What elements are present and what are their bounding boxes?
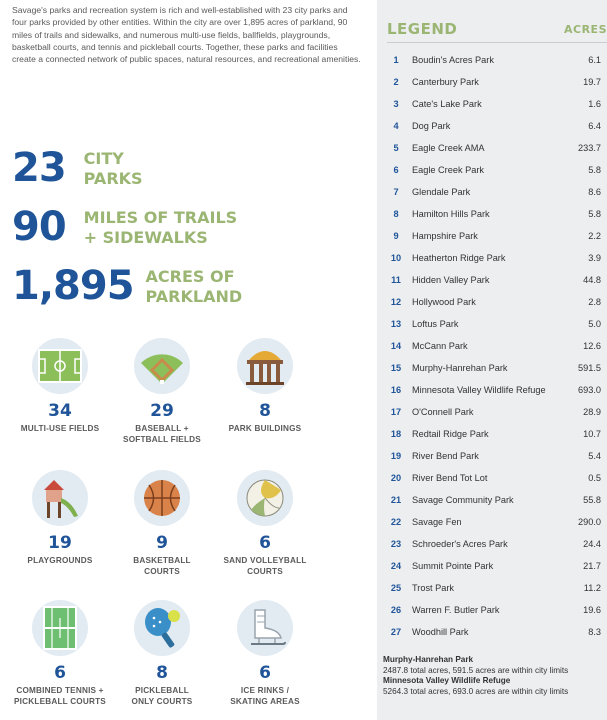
legend-row [385, 401, 601, 423]
legend-row-acres: 21.7 [583, 561, 601, 571]
legend-row-name: Schroeder's Acres Park [412, 539, 508, 549]
legend-row-acres: 44.8 [583, 275, 601, 285]
facility-label: MULTI-USE FIELDS [20, 424, 100, 433]
legend-row-number: 9 [393, 231, 399, 241]
legend-row-number: 20 [390, 473, 402, 483]
legend-row-name: River Bend Park [412, 451, 479, 461]
acres-header: ACRES [564, 22, 607, 36]
legend-row-number: 7 [393, 187, 399, 197]
pickleball-icon [140, 606, 184, 650]
soccer-field-icon [38, 349, 82, 383]
legend-row-number: 4 [393, 121, 399, 131]
legend-row-number: 19 [390, 451, 402, 461]
legend-row-number: 15 [390, 363, 402, 373]
legend-row-name: Heatherton Ridge Park [412, 253, 506, 263]
legend-row-number: 11 [391, 275, 401, 285]
legend-row-name: Dog Park [412, 121, 451, 131]
legend-row-name: Warren F. Butler Park [412, 605, 500, 615]
legend-row [385, 313, 601, 335]
legend-row-name: Redtail Ridge Park [412, 429, 489, 439]
facility-multi-use-fields [5, 338, 115, 434]
legend-row-acres: 8.6 [588, 187, 601, 197]
legend-row-name: Hidden Valley Park [412, 275, 490, 285]
note-title: Minnesota Valley Wildlife Refuge [383, 676, 511, 685]
legend-row-number: 14 [390, 341, 402, 351]
legend-row-acres: 10.7 [583, 429, 601, 439]
legend-row-number: 12 [390, 297, 402, 307]
legend-row-number: 18 [390, 429, 402, 439]
legend-row-name: Boudin's Acres Park [412, 55, 494, 65]
legend-row-acres: 2.2 [588, 231, 601, 241]
legend-row [385, 137, 601, 159]
legend-row-acres: 290.0 [578, 517, 601, 527]
legend-row-number: 25 [390, 583, 402, 593]
legend-row [385, 93, 601, 115]
legend-row-name: Hampshire Park [412, 231, 478, 241]
legend-row [385, 467, 601, 489]
stat-label: ACRES OF PARKLAND [145, 267, 243, 306]
ice-skate-icon [243, 606, 287, 650]
legend-row-name: Loftus Park [412, 319, 459, 329]
legend-row-name: Hamilton Hills Park [412, 209, 490, 219]
legend-row-number: 26 [390, 605, 402, 615]
legend-row [385, 291, 601, 313]
legend-row-acres: 6.1 [588, 55, 601, 65]
legend-row-name: Savage Community Park [412, 495, 514, 505]
legend-row-name: River Bend Tot Lot [412, 473, 488, 483]
legend-row-acres: 19.7 [583, 77, 601, 87]
legend-title: LEGEND [387, 20, 458, 38]
playground-icon [38, 476, 82, 520]
legend-row-name: Glendale Park [412, 187, 471, 197]
legend-row [385, 159, 601, 181]
note-title: Murphy-Hanrehan Park [383, 655, 474, 664]
legend-row-acres: 693.0 [578, 385, 601, 395]
legend-divider [387, 42, 607, 43]
legend-row-number: 13 [390, 319, 402, 329]
legend-row-acres: 8.3 [588, 627, 601, 637]
facility-count: 9 [156, 533, 168, 553]
legend-row-name: Eagle Creek Park [412, 165, 485, 175]
legend-row-acres: 28.9 [583, 407, 601, 417]
facility-label: ICE RINKS / SKATING AREAS [230, 686, 300, 706]
legend-row [385, 335, 601, 357]
facility-count: 8 [156, 663, 168, 683]
legend-row-acres: 19.6 [583, 605, 601, 615]
note-text: 5264.3 total acres, 693.0 acres are within city limits [383, 686, 569, 696]
legend-row-name: Savage Fen [412, 517, 462, 527]
facility-baseball-fields [107, 338, 217, 445]
facility-label: SAND VOLLEYBALL COURTS [223, 556, 307, 576]
stat-label: CITY PARKS [83, 149, 143, 188]
legend-row-number: 27 [390, 627, 402, 637]
facility-count: 29 [150, 401, 174, 421]
legend-row-acres: 5.4 [588, 451, 601, 461]
note-text: 2487.8 total acres, 591.5 acres are within city limits [383, 665, 569, 675]
legend-row-number: 21 [390, 495, 402, 505]
legend-row [385, 577, 601, 599]
legend-row-acres: 591.5 [578, 363, 601, 373]
facility-count: 6 [259, 533, 271, 553]
stat-number: 23 [12, 145, 66, 191]
legend-row-number: 10 [390, 253, 402, 263]
legend-row [385, 423, 601, 445]
stat-number: 90 [12, 204, 66, 250]
basketball-icon [142, 478, 182, 518]
legend-row [385, 357, 601, 379]
facility-label: PARK BUILDINGS [228, 424, 302, 433]
stat-city-parks [12, 145, 143, 191]
facility-label: BASKETBALL COURTS [133, 556, 191, 576]
legend-row-number: 24 [390, 561, 402, 571]
legend-row [385, 71, 601, 93]
legend-list [385, 49, 601, 643]
legend-row [385, 489, 601, 511]
legend-row-number: 22 [390, 517, 402, 527]
legend-row-acres: 11.2 [583, 583, 601, 593]
legend-row-acres: 12.6 [583, 341, 601, 351]
stat-number: 1,895 [12, 263, 134, 309]
legend-row [385, 115, 601, 137]
legend-row-number: 6 [393, 165, 399, 175]
legend-row-name: Cate's Lake Park [412, 99, 482, 109]
legend-row-acres: 5.0 [588, 319, 601, 329]
facility-ice-rinks [210, 600, 320, 707]
legend-row-number: 16 [390, 385, 402, 395]
legend-row-number: 8 [393, 209, 399, 219]
legend-row [385, 225, 601, 247]
legend-row-acres: 24.4 [583, 539, 601, 549]
legend-row [385, 269, 601, 291]
legend-row-acres: 1.6 [588, 99, 601, 109]
legend-row [385, 379, 601, 401]
facility-count: 34 [48, 401, 72, 421]
legend-row-name: Eagle Creek AMA [412, 143, 485, 153]
legend-row-acres: 0.5 [588, 473, 601, 483]
facility-count: 6 [259, 663, 271, 683]
legend-row-acres: 2.8 [588, 297, 601, 307]
tennis-court-icon [43, 606, 77, 650]
facility-basketball-courts [107, 470, 217, 577]
legend-row-name: Summit Pointe Park [412, 561, 494, 571]
legend-row-name: Hollywood Park [412, 297, 476, 307]
legend-row-number: 23 [390, 539, 402, 549]
facility-label: COMBINED TENNIS + PICKLEBALL COURTS [14, 686, 106, 706]
legend-row-number: 5 [393, 143, 399, 153]
legend-row [385, 533, 601, 555]
legend-row [385, 555, 601, 577]
legend-row [385, 511, 601, 533]
legend-row-name: Trost Park [412, 583, 455, 593]
volleyball-icon [245, 478, 285, 518]
stat-label: MILES OF TRAILS + SIDEWALKS [83, 208, 238, 247]
legend-notes [383, 655, 603, 697]
facility-count: 8 [259, 401, 271, 421]
legend-row-number: 1 [393, 55, 399, 65]
facility-label: BASEBALL + SOFTBALL FIELDS [123, 424, 201, 444]
facility-tennis-pickleball [5, 600, 115, 707]
legend-row-acres: 5.8 [588, 165, 601, 175]
legend-row-acres: 55.8 [583, 495, 601, 505]
legend-row [385, 203, 601, 225]
legend-row [385, 49, 601, 71]
facility-playgrounds [5, 470, 115, 566]
legend-row-acres: 3.9 [588, 253, 601, 263]
legend-row-name: Woodhill Park [412, 627, 469, 637]
legend-row-name: Murphy-Hanrehan Park [412, 363, 508, 373]
legend-panel [377, 0, 607, 720]
facility-count: 19 [48, 533, 72, 553]
facility-pickleball-only [107, 600, 217, 707]
legend-row-acres: 5.8 [588, 209, 601, 219]
legend-row-number: 17 [390, 407, 402, 417]
legend-row-name: Canterbury Park [412, 77, 479, 87]
park-building-icon [243, 344, 287, 388]
facility-park-buildings [210, 338, 320, 434]
intro-paragraph: Savage's parks and recreation system is rich and well-established with 23 city parks and four parks provided by other entities. Within the city are over 1,895 acres of parkland, 90 miles of trails and sidewalks, and numerous multi-use fields, ballfields, playgrounds, basketball courts, and tennis and pickleball courts. Together, these parks and facilities create a connected network of public spaces, natural resources, and recreational amenities. [12, 5, 361, 65]
legend-row [385, 247, 601, 269]
facility-count: 6 [54, 663, 66, 683]
legend-row-name: Minnesota Valley Wildlife Refuge [412, 385, 546, 395]
legend-row [385, 181, 601, 203]
facility-label: PICKLEBALL ONLY COURTS [131, 686, 193, 706]
legend-row-acres: 233.7 [578, 143, 601, 153]
facility-label: PLAYGROUNDS [27, 556, 93, 565]
legend-row [385, 599, 601, 621]
legend-header [387, 20, 607, 38]
legend-row-acres: 6.4 [588, 121, 601, 131]
facility-sand-volleyball [210, 470, 320, 577]
legend-row-name: McCann Park [412, 341, 468, 351]
stat-miles-trails [12, 204, 238, 250]
legend-row [385, 621, 601, 643]
legend-row [385, 445, 601, 467]
legend-row-number: 3 [393, 99, 399, 109]
stat-acres-parkland [12, 263, 243, 309]
legend-row-number: 2 [393, 77, 399, 87]
legend-row-name: O'Connell Park [412, 407, 474, 417]
baseball-diamond-icon [139, 346, 185, 386]
